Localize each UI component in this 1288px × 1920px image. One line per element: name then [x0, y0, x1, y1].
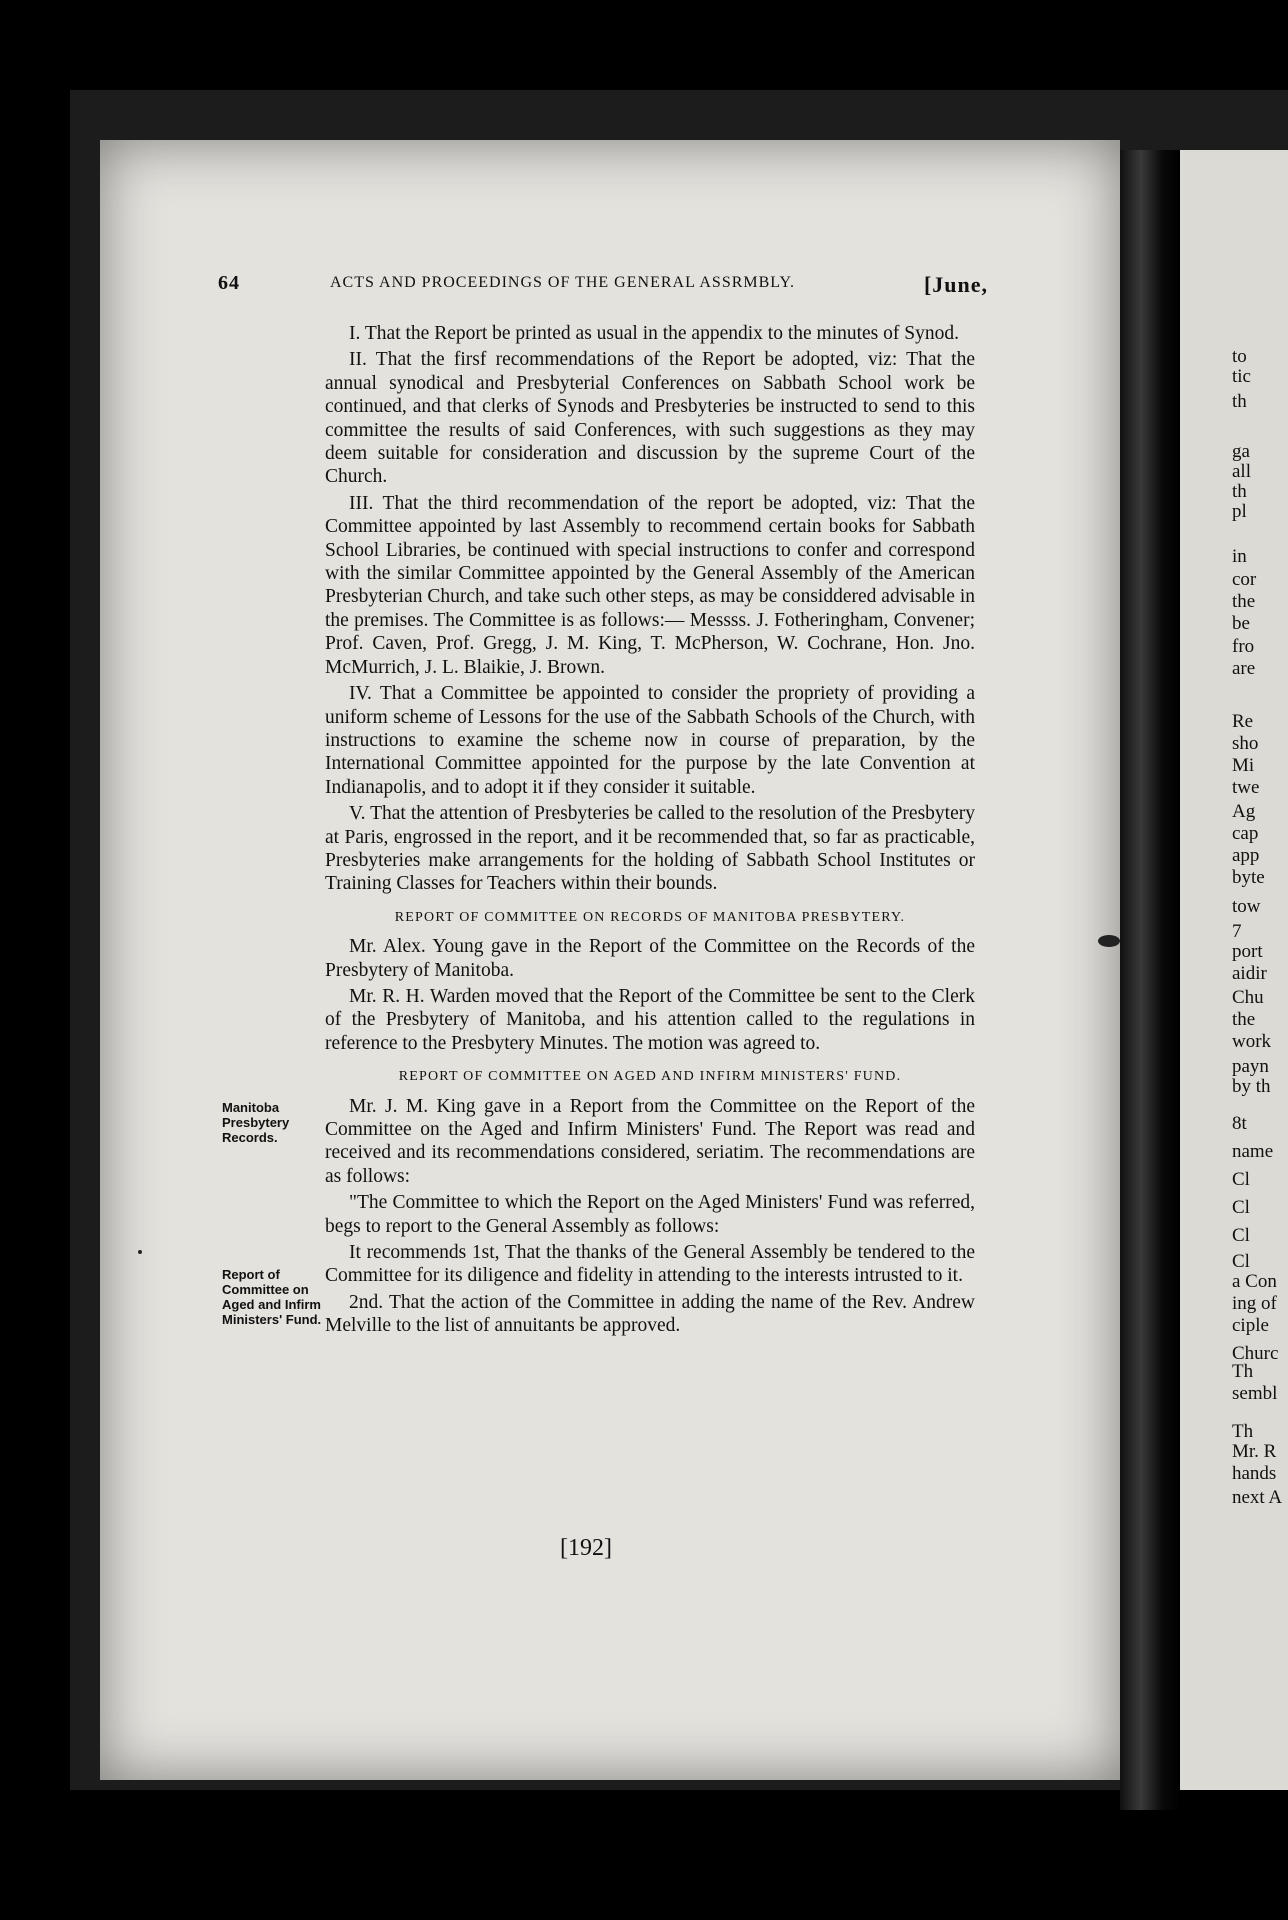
paragraph: Mr. Alex. Young gave in the Report of the Committee on the Records of the Presbytery of Manitoba.	[325, 936, 975, 981]
adjacent-page-fragment: Ag	[1232, 801, 1256, 822]
paragraph: Mr. R. H. Warden moved that the Report of the Committee be sent to the Clerk of the Presbytery of Manitoba, and his attention called to the regulations in reference to the Presbytery Minutes. The motion was agreed to.	[325, 985, 975, 1054]
margin-note-aged-fund: Report of Committee on Aged and Infirm Ministers' Fund.	[222, 1267, 322, 1327]
adjacent-page	[1180, 150, 1288, 1790]
adjacent-page-fragment: Mi	[1232, 755, 1255, 776]
adjacent-page-fragment: hands	[1232, 1463, 1277, 1484]
adjacent-page-fragment: to	[1232, 346, 1247, 367]
adjacent-page-fragment: Th	[1232, 1421, 1254, 1442]
running-date: [June,	[923, 272, 988, 297]
section-heading-aged-fund: REPORT OF COMMITTEE ON AGED AND INFIRM MINISTERS' FUND.	[398, 1069, 902, 1085]
body-text	[325, 322, 975, 1341]
adjacent-page-fragment: aidir	[1232, 963, 1267, 984]
adjacent-page-fragment: 7	[1232, 921, 1242, 942]
adjacent-page-fragment: the	[1232, 591, 1256, 612]
footer-folio: [192]	[560, 1535, 612, 1561]
adjacent-page-fragment: tic	[1232, 366, 1251, 387]
adjacent-page-fragment: byte	[1232, 867, 1265, 888]
adjacent-page-fragment: Re	[1232, 711, 1254, 732]
adjacent-page-fragment: a Con	[1232, 1271, 1277, 1292]
paragraph: I. That the Report be printed as usual in the appendix to the minutes of Synod.	[349, 323, 959, 344]
adjacent-page-fragment: Mr. R	[1232, 1441, 1277, 1462]
adjacent-page-fragment: payn	[1232, 1056, 1269, 1077]
scan-speck	[138, 1250, 142, 1254]
adjacent-page-fragment: name	[1232, 1141, 1274, 1162]
adjacent-page-fragment: tow	[1232, 896, 1261, 917]
adjacent-page-fragment: 8t	[1232, 1113, 1247, 1134]
adjacent-page-fragment: are	[1232, 658, 1256, 679]
adjacent-page-fragment: th	[1232, 481, 1247, 502]
adjacent-page-fragment: fro	[1232, 636, 1255, 657]
adjacent-page-fragment: sembl	[1232, 1383, 1278, 1404]
adjacent-page-fragment: port	[1232, 941, 1263, 962]
paragraph: Mr. J. M. King gave in a Report from the Committee on the Report of the Committee on the Aged and Infirm Ministers' Fund. The Report was read and received and its recommendations considered, seriatim. The recommendations are as follows:	[325, 1095, 975, 1187]
adjacent-page-fragment: Churc	[1232, 1343, 1279, 1364]
adjacent-page-fragment: Cl	[1232, 1169, 1250, 1190]
adjacent-page-fragment: the	[1232, 1009, 1256, 1030]
adjacent-page-fragment: all	[1232, 461, 1251, 482]
paragraph: It recommends 1st, That the thanks of the General Assembly be tendered to the Committee for its diligence and fidelity in attending to the interests intrusted to it.	[325, 1242, 975, 1287]
adjacent-page-fragment: be	[1232, 613, 1250, 634]
adjacent-page-fragment: sho	[1232, 733, 1259, 754]
adjacent-page-fragment: ga	[1232, 441, 1250, 462]
adjacent-page-fragment: app	[1232, 845, 1260, 866]
page-number: 64	[218, 272, 240, 294]
paragraph: IV. That a Committee be appointed to consider the propriety of providing a uniform scheme of Lessons for the use of the Sabbath Schools of the Church, with instructions to examine the scheme now in course of preparation, by the International Committee appointed for the purpose by the late Convention at Indianapolis, and to adopt it if they consider it suitable.	[325, 683, 975, 798]
adjacent-page-fragment: next A	[1232, 1487, 1283, 1508]
running-title: ACTS AND PROCEEDINGS OF THE GENERAL ASSRMBLY.	[330, 274, 795, 291]
adjacent-page-fragment: Cl	[1232, 1225, 1250, 1246]
section-heading-manitoba: REPORT OF COMMITTEE ON RECORDS OF MANITOBA PRESBYTERY.	[394, 909, 906, 925]
binding-mark	[1098, 935, 1120, 947]
adjacent-page-fragment: Cl	[1232, 1251, 1250, 1272]
paragraph: V. That the attention of Presbyteries be called to the resolution of the Presbytery at Paris, engrossed in the report, and it be recommended that, so far as practicable, Presbyteries make arrangements for the holding of Sabbath School Institutes or Training Classes for Teachers within their bounds.	[325, 803, 975, 895]
page-header	[218, 272, 988, 300]
adjacent-page-fragment: cap	[1232, 823, 1259, 844]
adjacent-page-fragment: Th	[1232, 1361, 1254, 1382]
paragraph: II. That the firsf recommendations of the Report be adopted, viz: That the annual synodical and Presbyterial Conferences on Sabbath School work be continued, and that clerks of Synods and Presbyteries be instructed to send to this committee the results of said Conferences, with such suggestions as they may deem suitable for consideration and discussion by the supreme Court of the Church.	[325, 349, 975, 488]
paragraph: III. That the third recommendation of the report be adopted, viz: That the Committee appointed by last Assembly to recommend certain books for Sabbath School Libraries, be continued with special instructions to confer and correspond with the similar Committee appointed by the General Assembly of the American Presbyterian Church, and take such other steps, as may be considdered advisable in the premises. The Committee is as follows:— Messss. J. Fotheringham, Convener; Prof. Caven, Prof. Gregg, J. M. King, T. McPherson, W. Cochrane, Hon. Jno. McMurrich, J. L. Blaikie, J. Brown.	[325, 492, 975, 678]
adjacent-page-fragment: ciple	[1232, 1315, 1269, 1336]
adjacent-page-fragment: cor	[1232, 569, 1257, 590]
adjacent-page-fragment: by th	[1232, 1076, 1271, 1097]
adjacent-page-fragment: Chu	[1232, 987, 1264, 1008]
book-spine	[1120, 150, 1180, 1810]
adjacent-page-fragment: ing of	[1232, 1293, 1277, 1314]
adjacent-page-fragment: twe	[1232, 777, 1260, 798]
margin-note-manitoba: Manitoba Presbytery Records.	[222, 1100, 290, 1145]
paragraph: 2nd. That the action of the Committee in adding the name of the Rev. Andrew Melville to the list of annuitants be approved.	[325, 1291, 975, 1337]
adjacent-page-fragment: in	[1232, 546, 1247, 567]
adjacent-page-fragment: work	[1232, 1031, 1272, 1052]
adjacent-page-fragment: pl	[1232, 501, 1247, 522]
adjacent-page-fragment: th	[1232, 391, 1247, 412]
adjacent-page-fragment: Cl	[1232, 1197, 1250, 1218]
paragraph: "The Committee to which the Report on the Aged Ministers' Fund was referred, begs to report to the General Assembly as follows:	[325, 1192, 975, 1237]
